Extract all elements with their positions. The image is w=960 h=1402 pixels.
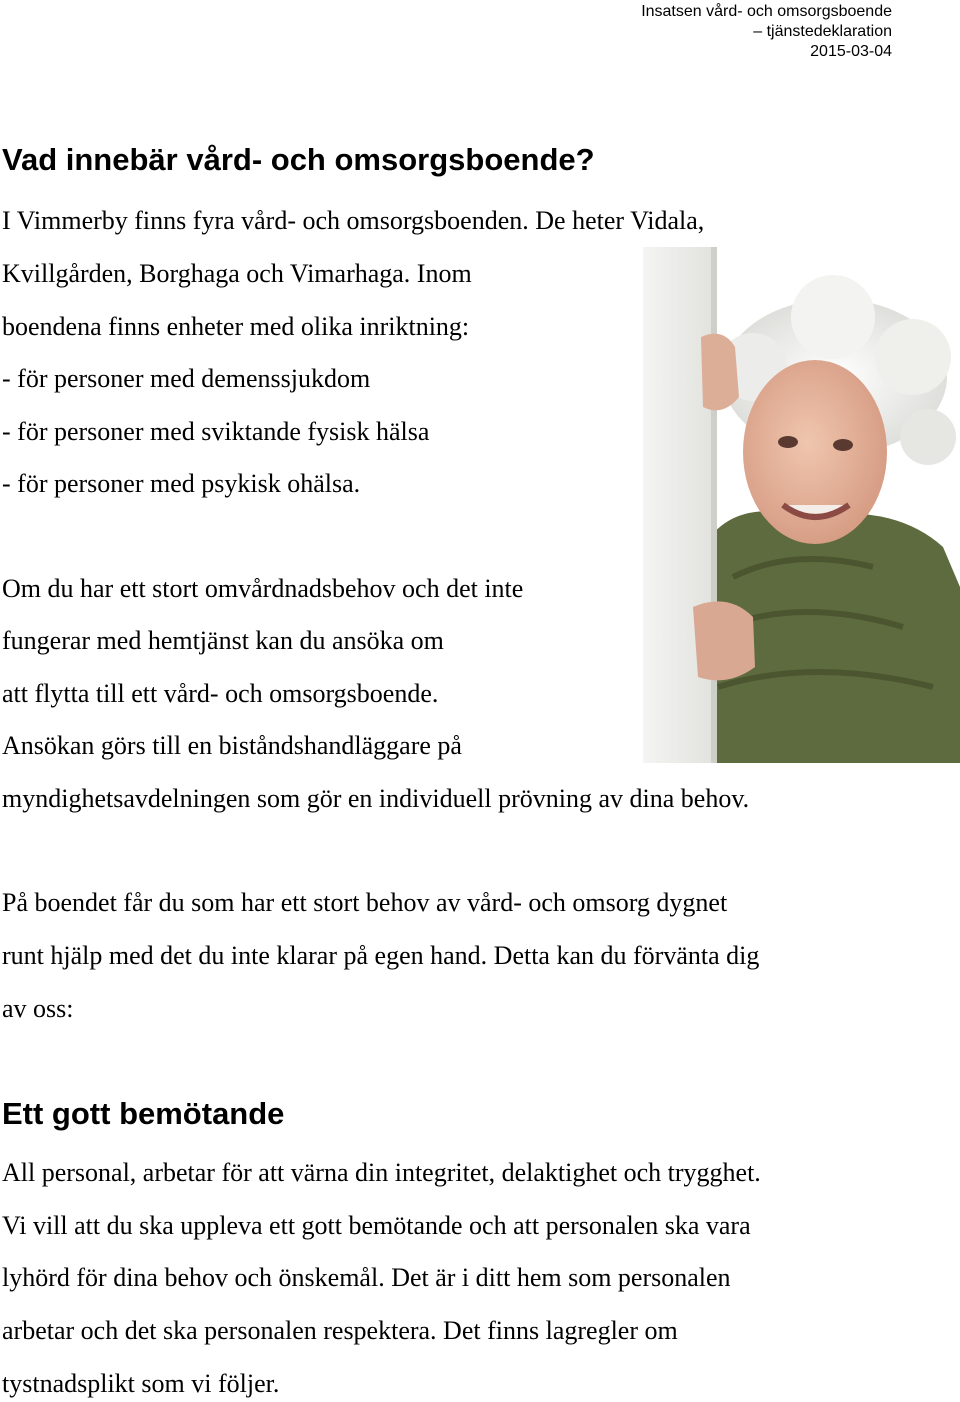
body-line: På boendet får du som har ett stort behov av vård- och omsorg dygnet bbox=[2, 888, 728, 917]
list-item-demens: - för personer med demenssjukdom bbox=[2, 364, 371, 393]
list-item-psykisk: - för personer med psykisk ohälsa. bbox=[2, 469, 361, 498]
body-line: Vi vill att du ska uppleva ett gott bemötande och att personalen ska vara bbox=[2, 1211, 751, 1240]
body-line: boendena finns enheter med olika inriktning: bbox=[2, 312, 470, 341]
header-title: Insatsen vård- och omsorgsboende bbox=[641, 3, 892, 20]
document-header bbox=[641, 2, 892, 62]
list-item-fysisk: - för personer med sviktande fysisk hälsa bbox=[2, 417, 430, 446]
body-line: tystnadsplikt som vi följer. bbox=[2, 1369, 280, 1398]
header-subtitle: – tjänstedeklaration bbox=[753, 23, 892, 40]
body-line: av oss: bbox=[2, 994, 74, 1023]
body-line: All personal, arbetar för att värna din integritet, delaktighet och trygghet. bbox=[2, 1158, 761, 1187]
body-line: lyhörd för dina behov och önskemål. Det är i ditt hem som personalen bbox=[2, 1263, 731, 1292]
body-line: runt hjälp med det du inte klarar på egen hand. Detta kan du förvänta dig bbox=[2, 941, 760, 970]
body-line: att flytta till ett vård- och omsorgsboende. bbox=[2, 679, 439, 708]
body-line: Ansökan görs till en biståndshandläggare på bbox=[2, 731, 462, 760]
body-line: myndighetsavdelningen som gör en individuell prövning av dina behov. bbox=[2, 784, 750, 813]
section-heading-vad-innebar: Vad innebär vård- och omsorgsboende? bbox=[2, 142, 595, 177]
body-line: I Vimmerby finns fyra vård- och omsorgsboenden. De heter Vidala, bbox=[2, 206, 705, 235]
body-line: arbetar och det ska personalen respektera. Det finns lagregler om bbox=[2, 1316, 678, 1345]
header-date: 2015-03-04 bbox=[810, 43, 892, 60]
body-line: Kvillgården, Borghaga och Vimarhaga. Inom bbox=[2, 259, 472, 288]
photo-elderly-woman bbox=[643, 247, 960, 763]
section-heading-gott-bemotande: Ett gott bemötande bbox=[2, 1096, 285, 1131]
body-line: fungerar med hemtjänst kan du ansöka om bbox=[2, 626, 444, 655]
body-line: Om du har ett stort omvårdnadsbehov och det inte bbox=[2, 574, 524, 603]
